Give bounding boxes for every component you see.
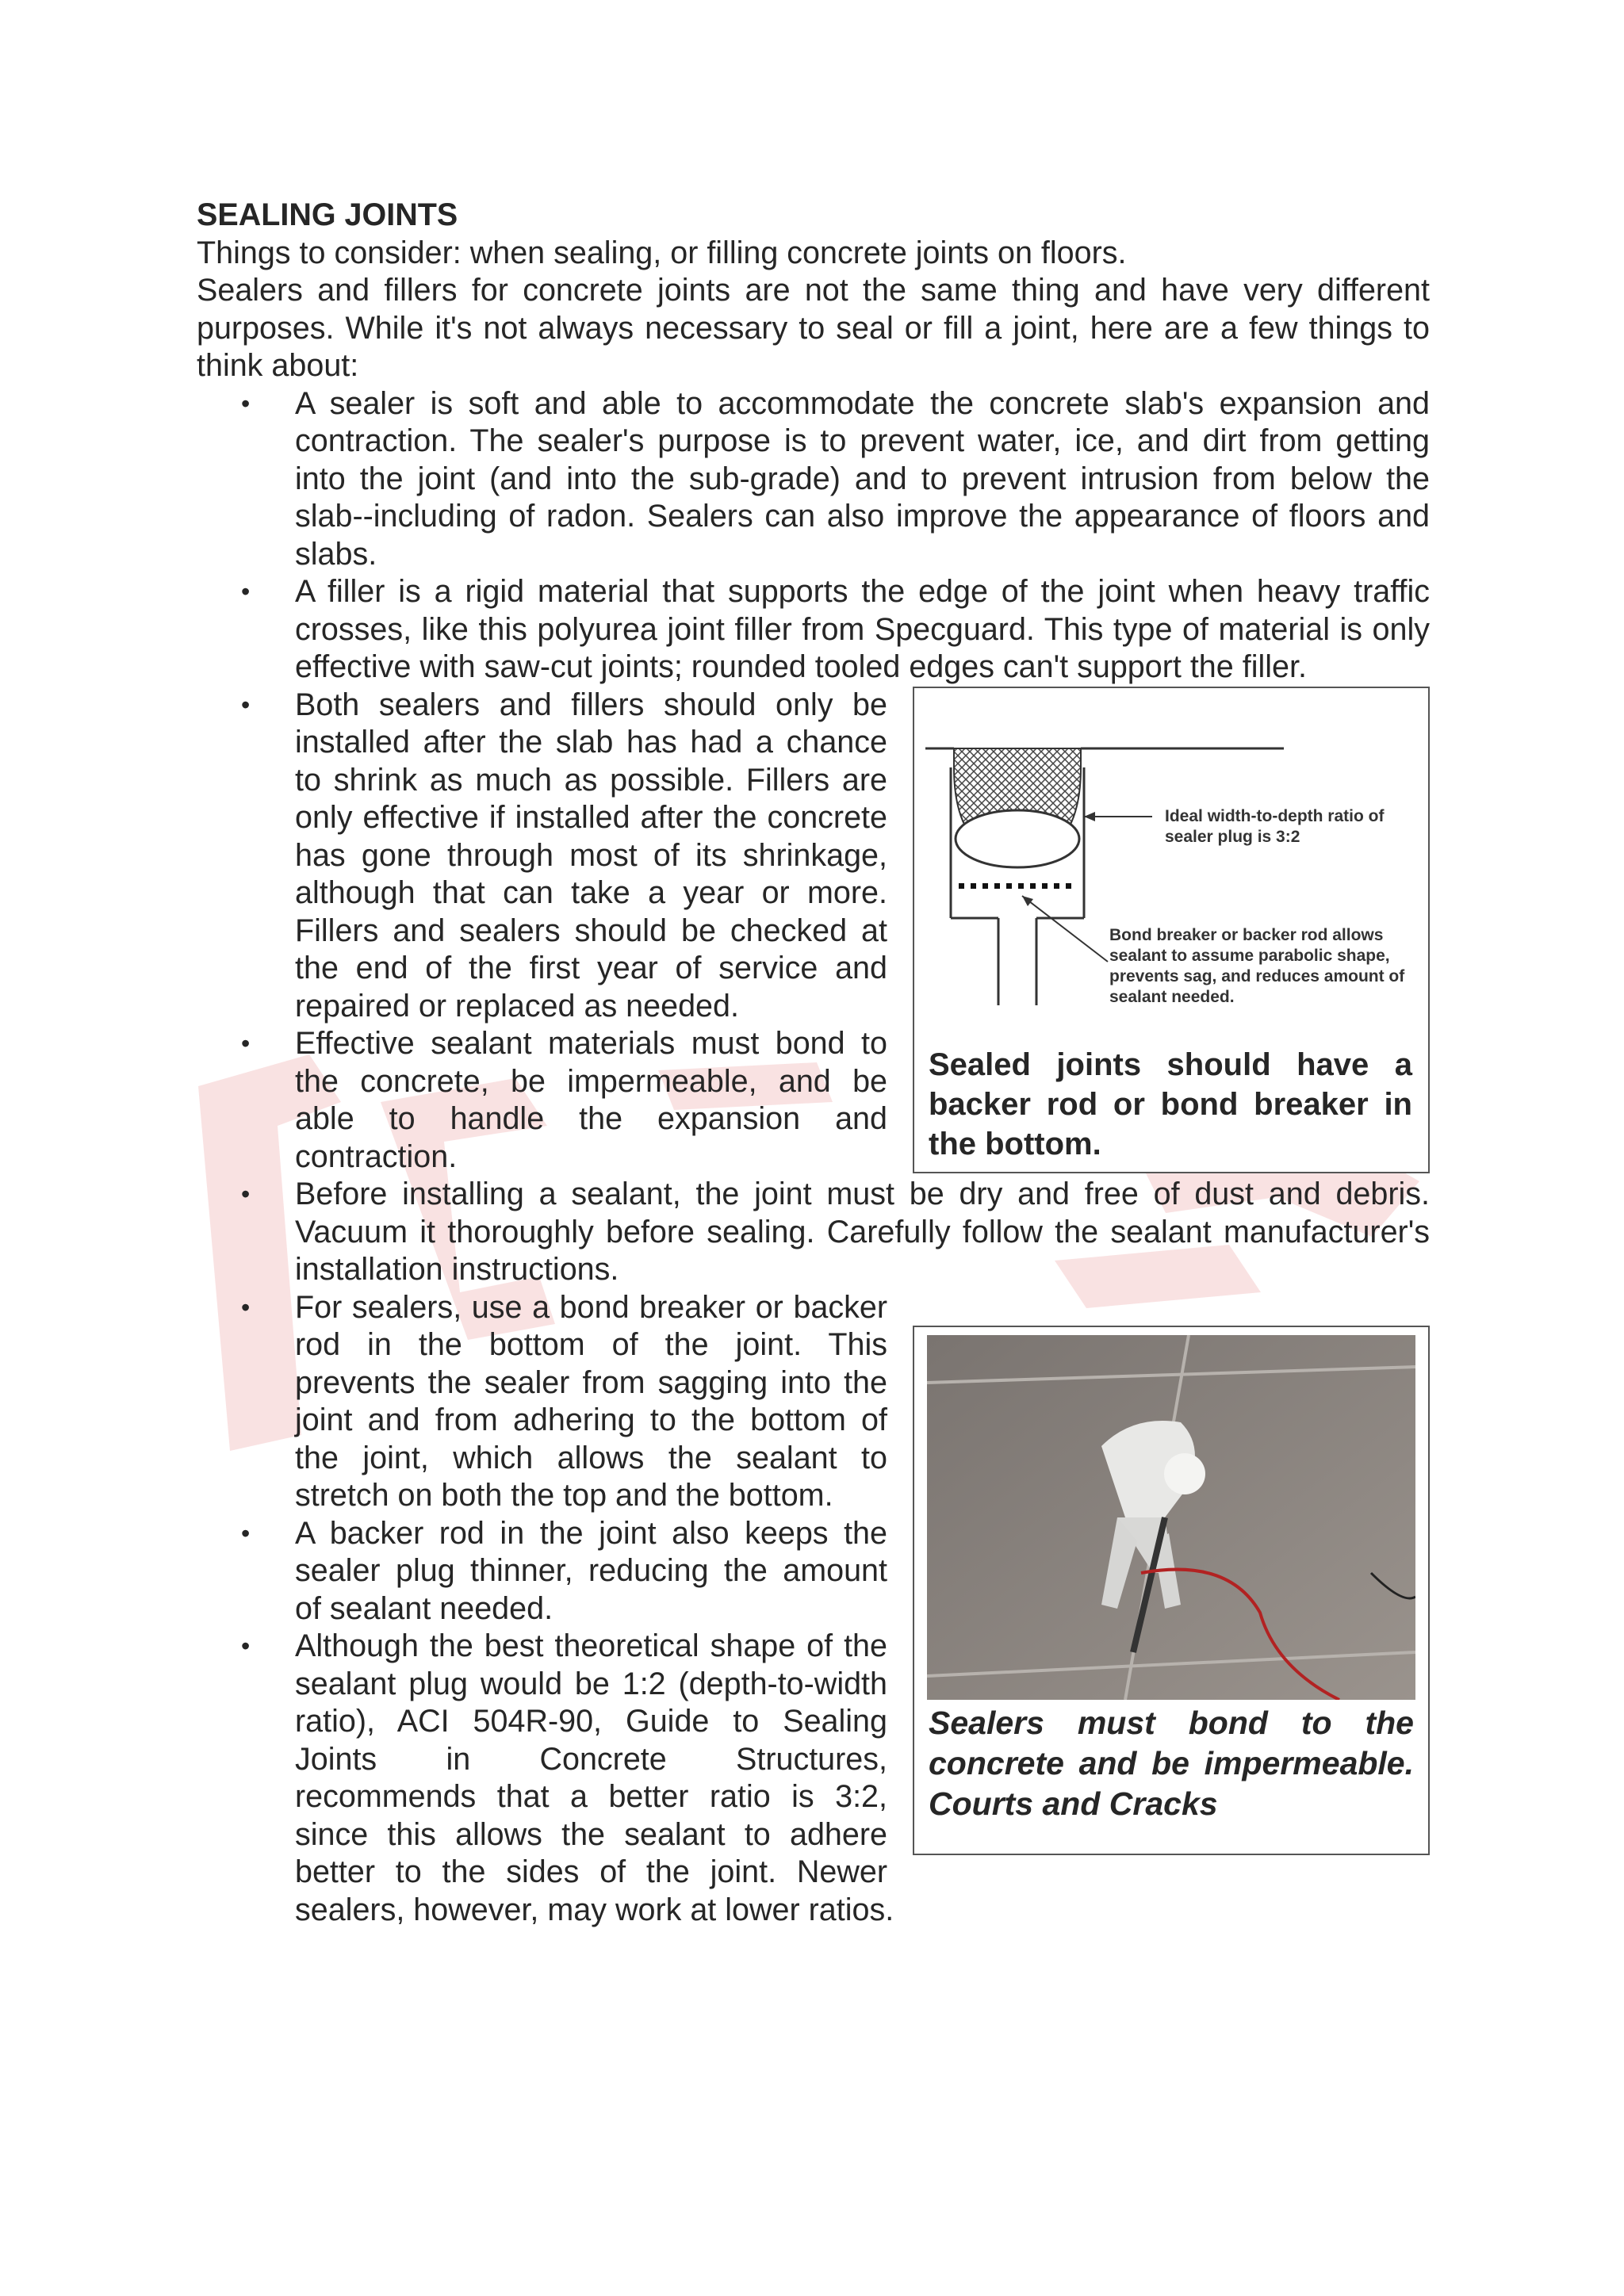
diagram-caption: Sealed joints should have a backer rod or bond breaker in the bottom. — [929, 1047, 1412, 1161]
bullet-effective-sealant: • Effective sealant materials must bond to the concrete, be impermeable, and be able to handle the expansion and contraction. — [295, 1025, 1430, 1176]
bullet-backer-rod: • A backer rod in the joint also keeps the sealer plug thinner, reducing the amount of sealant needed. — [295, 1515, 1430, 1628]
diagram-label-backer-4: sealant needed. — [1109, 987, 1235, 1006]
document-page — [197, 197, 1430, 1929]
photo-caption: • Sealers must bond to the concrete and be impermeable. Courts and Cracks — [929, 1704, 1414, 1822]
bullet-sealer: • A sealer is soft and able to accommodate the concrete slab's expansion and contraction. The sealer's purpose is to prevent water, ice, and dirt from getting into the joint (and into the sub-grade) and to prevent intrusion from below the slab--including of radon. Sealers can also improve the appearance of floors and slabs. — [295, 385, 1430, 574]
bullet-shrinkage-text: Both sealers and fillers should only be installed after the slab has had a chance to shrink as much as possible. Fillers are only effective if installed after the concrete has gone through most of its shrinkage, although that can take a year or more. Fillers and sealers should be checked at the end of the first year of service and repaired or replaced as needed. — [295, 687, 887, 1024]
worker-sealing-joint-photo — [927, 1335, 1415, 1700]
intro-paragraph: Sealers and fillers for concrete joints are not the same thing and have very different purposes. While it's not always necessary to seal or fill a joint, here are a few things to think about: — [197, 273, 1430, 383]
bullet-before-installing: • Before installing a sealant, the joint must be dry and free of dust and debris. Vacuum it thoroughly before sealing. Carefully follow the sealant manufacturer's installation instructions. — [295, 1176, 1430, 1289]
diagram-label-ratio-2: sealer plug is 3:2 — [1165, 827, 1300, 846]
joint-cross-section-diagram — [914, 688, 1428, 1045]
bullet-ratio: • Although the best theoretical shape of the sealant plug would be 1:2 (depth-to-width ratio), ACI 504R-90, Guide to Sealing Joints in Concrete Structures, recommends that a better ratio is 3:2, since this allows the sealant to adhere better to the sides of the joint. Newer sealers, however, may work at lower ratios. — [295, 1628, 1430, 1929]
diagram-label-backer-1: Bond breaker or backer rod allows — [1109, 925, 1384, 944]
bullet-filler: • A filler is a rigid material that supports the edge of the joint when heavy traffic crosses, like this polyurea joint filler from Specguard. This type of material is only effective with saw-cut joints; rounded tooled edges can't support the filler. — [295, 573, 1430, 687]
photo-figure — [913, 1326, 1430, 1855]
intro-line: Things to consider: when sealing, or filling concrete joints on floors. — [197, 235, 1127, 270]
document-title: SEALING JOINTS — [197, 197, 458, 232]
diagram-label-backer-2: sealant to assume parabolic shape, — [1109, 946, 1390, 965]
joint-diagram-figure — [913, 687, 1430, 1173]
bullet-list — [197, 385, 1430, 1930]
diagram-label-backer-3: prevents sag, and reduces amount of — [1109, 966, 1405, 985]
diagram-label-ratio-1: • Ideal width-to-depth ratio of — [1165, 806, 1385, 825]
bullet-bond-breaker-text: For sealers, use a bond breaker or backer rod in the bottom of the joint. This prevents the sealer from sagging into the joint and from adhering to the bottom of the joint, which allows the sealant to stretch on both the top and the bottom. — [295, 1289, 887, 1513]
